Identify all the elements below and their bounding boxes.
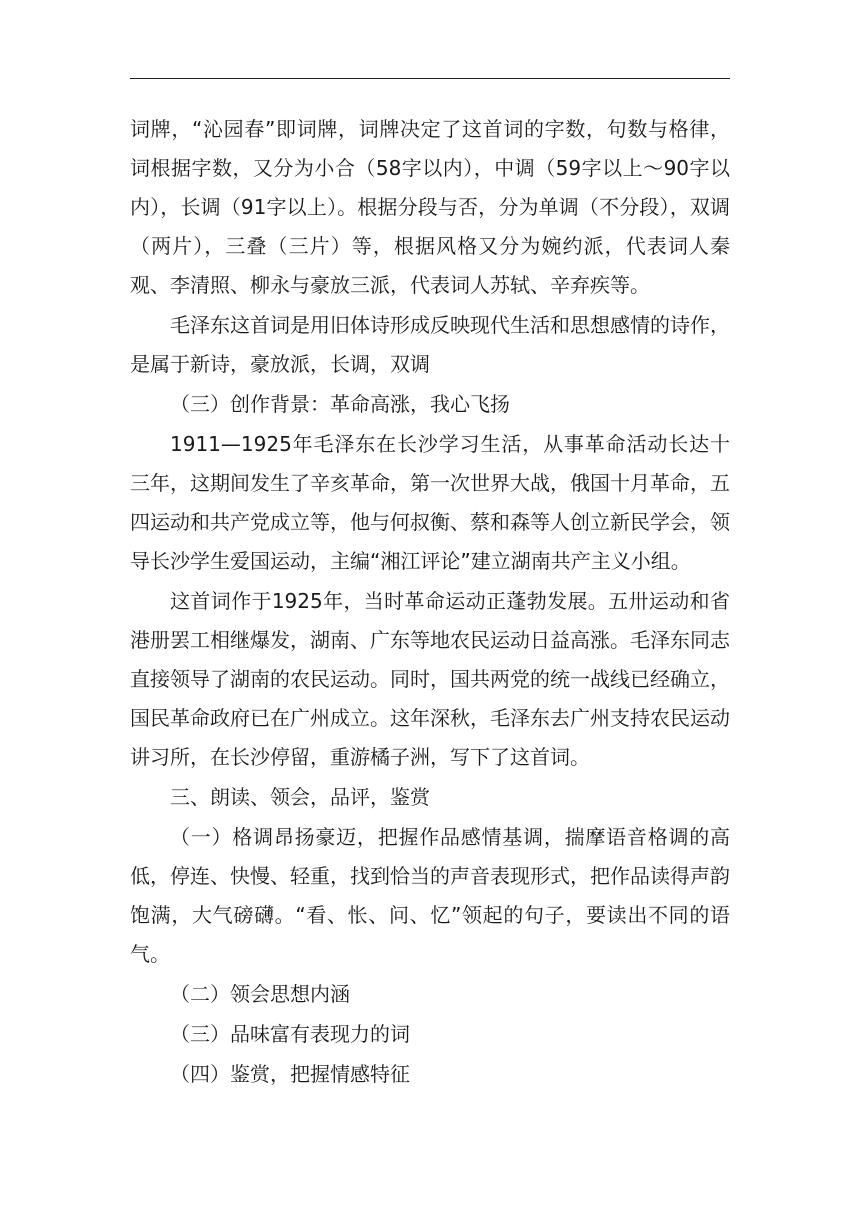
header-rule	[130, 78, 730, 79]
paragraph-changsha-years: 1911—1925年毛泽东在长沙学习生活，从事革命活动长达十三年，这期间发生了辛亥革命，第一次世界大战，俄国十月革命，五四运动和共产党成立等，他与何叔衡、蔡和森等人创立新民学会，领导长沙学生爱国运动，主编“湘江评论”建立湖南共产主义小组。	[130, 432, 730, 573]
paragraph-tone: （一）格调昂扬豪迈，把握作品感情基调，揣摩语音格调的高低，停连、快慢、轻重，找到恰当的声音表现形式，把作品读得声韵饱满，大气磅礴。“看、怅、问、忆”领起的句子，要读出不同的语气。	[130, 825, 730, 966]
section-heading-reading: 三、朗读、领会，品评，鉴赏	[170, 785, 430, 809]
subheading-expressive-words: （三）品味富有表现力的词	[170, 1022, 410, 1046]
section-heading-background: （三）创作背景：革命高涨，我心飞扬	[170, 392, 510, 416]
paragraph-1925-context: 这首词作于1925年，当时革命运动正蓬勃发展。五卅运动和省港册罢工相继爆发，湖南、广东等地农民运动日益高涨。毛泽东同志直接领导了湖南的农民运动。同时，国共两党的统一战线已经确立，国民革命政府已在广州成立。这年深秋，毛泽东去广州支持农民运动讲习所，在长沙停留，重游橘子洲，写下了这首词。	[130, 589, 730, 769]
paragraph-ci-pai: 词牌，“沁园春”即词牌，词牌决定了这首词的字数，句数与格律，词根据字数，又分为小合（58字以内），中调（59字以上～90字以内），长调（91字以上）。根据分段与否，分为单调（不分段），双调（两片），三叠（三片）等，根据风格又分为婉约派，代表词人秦观、李清照、柳永与豪放三派，代表词人苏轼、辛弃疾等。	[130, 117, 730, 297]
subheading-meaning: （二）领会思想内涵	[170, 982, 350, 1006]
document-body	[130, 110, 730, 1094]
paragraph-new-poetry: 毛泽东这首词是用旧体诗形成反映现代生活和思想感情的诗作，是属于新诗，豪放派，长调，双调	[130, 313, 730, 376]
subheading-appreciation: （四）鉴赏，把握情感特征	[170, 1062, 410, 1086]
